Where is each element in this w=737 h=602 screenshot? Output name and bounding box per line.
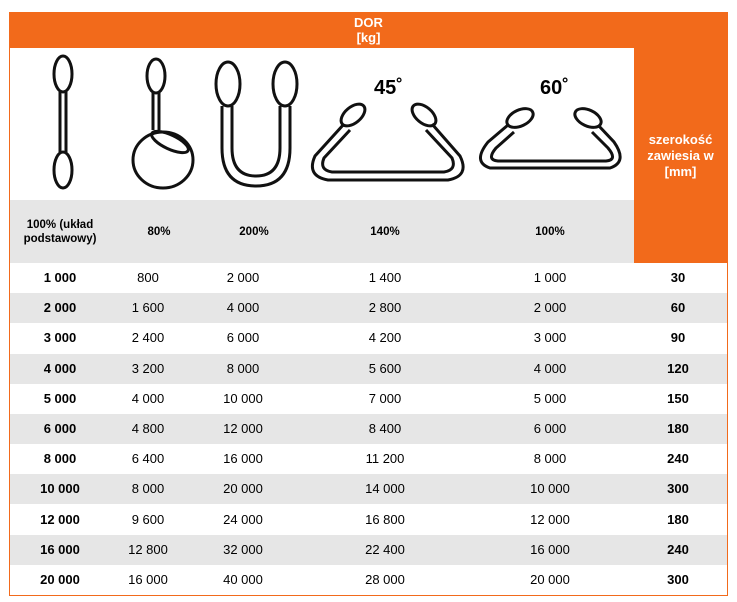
cell-basket: 2 000 [226, 270, 260, 285]
cell-angle-60: 5 000 [533, 390, 567, 406]
cell-width: 180 [667, 421, 689, 436]
table-row [10, 505, 727, 535]
percent-60: 100% [535, 225, 565, 238]
table-row [10, 263, 727, 293]
cell-choker: 12 800 [128, 541, 168, 557]
table-row [10, 323, 727, 353]
basket-sling-icon [216, 62, 297, 186]
table-row [10, 354, 727, 384]
angle-60-sling-icon [480, 105, 620, 168]
cell-basket: 8 000 [226, 360, 260, 376]
cell-choker: 3 200 [131, 360, 165, 376]
cell-width: 240 [667, 541, 689, 557]
cell-choker: 16 000 [128, 572, 168, 587]
cell-choker: 8 000 [131, 481, 165, 497]
capacity-title: DOR [354, 15, 383, 30]
cell-angle-45: 14 000 [365, 481, 405, 497]
angle-60-label: 60˚ [540, 77, 569, 99]
width-label: szerokość zawiesia w [mm] [647, 131, 714, 179]
cell-basket: 32 000 [223, 541, 263, 557]
cell-straight: 2 000 [43, 300, 77, 316]
cell-straight: 5 000 [43, 390, 77, 406]
cell-basket: 16 000 [223, 451, 263, 467]
table-row [10, 565, 727, 595]
cell-basket: 40 000 [223, 572, 263, 587]
cell-width: 240 [667, 451, 689, 467]
cell-straight: 4 000 [43, 360, 77, 376]
cell-choker: 4 000 [131, 390, 165, 406]
cell-angle-45: 2 800 [368, 300, 402, 316]
cell-width: 300 [667, 572, 689, 587]
cell-choker: 1 600 [131, 300, 165, 316]
table-row [10, 414, 727, 444]
table-row [10, 384, 727, 414]
cell-straight: 10 000 [40, 481, 80, 497]
sling-diagrams [10, 48, 634, 200]
cell-angle-45: 28 000 [365, 572, 405, 587]
cell-angle-45: 8 400 [368, 421, 402, 436]
cell-angle-60: 12 000 [530, 511, 570, 527]
cell-straight: 6 000 [43, 421, 77, 436]
cell-basket: 6 000 [226, 330, 260, 346]
width-header [634, 48, 727, 263]
cell-width: 180 [667, 511, 689, 527]
cell-angle-60: 1 000 [533, 270, 567, 285]
cell-width: 120 [667, 360, 689, 376]
table-row [10, 444, 727, 474]
cell-angle-45: 5 600 [368, 360, 402, 376]
cell-angle-60: 4 000 [533, 360, 567, 376]
percent-45: 140% [370, 225, 400, 238]
sling-diagrams-svg [10, 48, 634, 200]
cell-basket: 10 000 [223, 390, 263, 406]
cell-angle-60: 16 000 [530, 541, 570, 557]
cell-angle-45: 16 800 [365, 511, 405, 527]
cell-width: 150 [667, 390, 689, 406]
cell-angle-60: 10 000 [530, 481, 570, 497]
cell-width: 30 [670, 270, 686, 285]
cell-straight: 8 000 [43, 451, 77, 467]
cell-choker: 6 400 [131, 451, 165, 467]
cell-basket: 20 000 [223, 481, 263, 497]
cell-straight: 16 000 [40, 541, 80, 557]
straight-sling-icon [54, 56, 72, 188]
cell-angle-45: 11 200 [365, 451, 405, 467]
cell-angle-60: 3 000 [533, 330, 567, 346]
cell-straight: 3 000 [43, 330, 77, 346]
cell-angle-60: 2 000 [533, 300, 567, 316]
cell-straight: 12 000 [40, 511, 80, 527]
cell-angle-45: 1 400 [368, 270, 402, 285]
cell-choker: 800 [137, 270, 159, 285]
cell-choker: 2 400 [131, 330, 165, 346]
cell-angle-60: 6 000 [533, 421, 567, 436]
choker-sling-icon [133, 59, 193, 188]
cell-straight: 20 000 [40, 572, 80, 587]
percent-choker: 80% [147, 225, 171, 238]
cell-angle-45: 7 000 [368, 390, 402, 406]
cell-angle-45: 22 400 [365, 541, 405, 557]
percent-straight: 100% (układ podstawowy) [23, 218, 97, 245]
table-row [10, 474, 727, 504]
capacity-header [10, 13, 727, 48]
cell-angle-60: 8 000 [533, 451, 567, 467]
angle-45-sling-icon [312, 100, 463, 180]
cell-width: 60 [670, 300, 686, 316]
table-row [10, 535, 727, 565]
cell-choker: 9 600 [131, 511, 165, 527]
cell-width: 90 [670, 330, 686, 346]
cell-choker: 4 800 [131, 421, 165, 436]
cell-basket: 24 000 [223, 511, 263, 527]
angle-45-label: 45˚ [374, 77, 403, 99]
cell-angle-45: 4 200 [368, 330, 402, 346]
cell-basket: 4 000 [226, 300, 260, 316]
percent-basket: 200% [239, 225, 269, 238]
cell-angle-60: 20 000 [530, 572, 570, 587]
cell-width: 300 [667, 481, 689, 497]
capacity-unit: [kg] [356, 30, 381, 45]
cell-basket: 12 000 [223, 421, 263, 436]
table-row [10, 293, 727, 323]
cell-straight: 1 000 [43, 270, 77, 285]
